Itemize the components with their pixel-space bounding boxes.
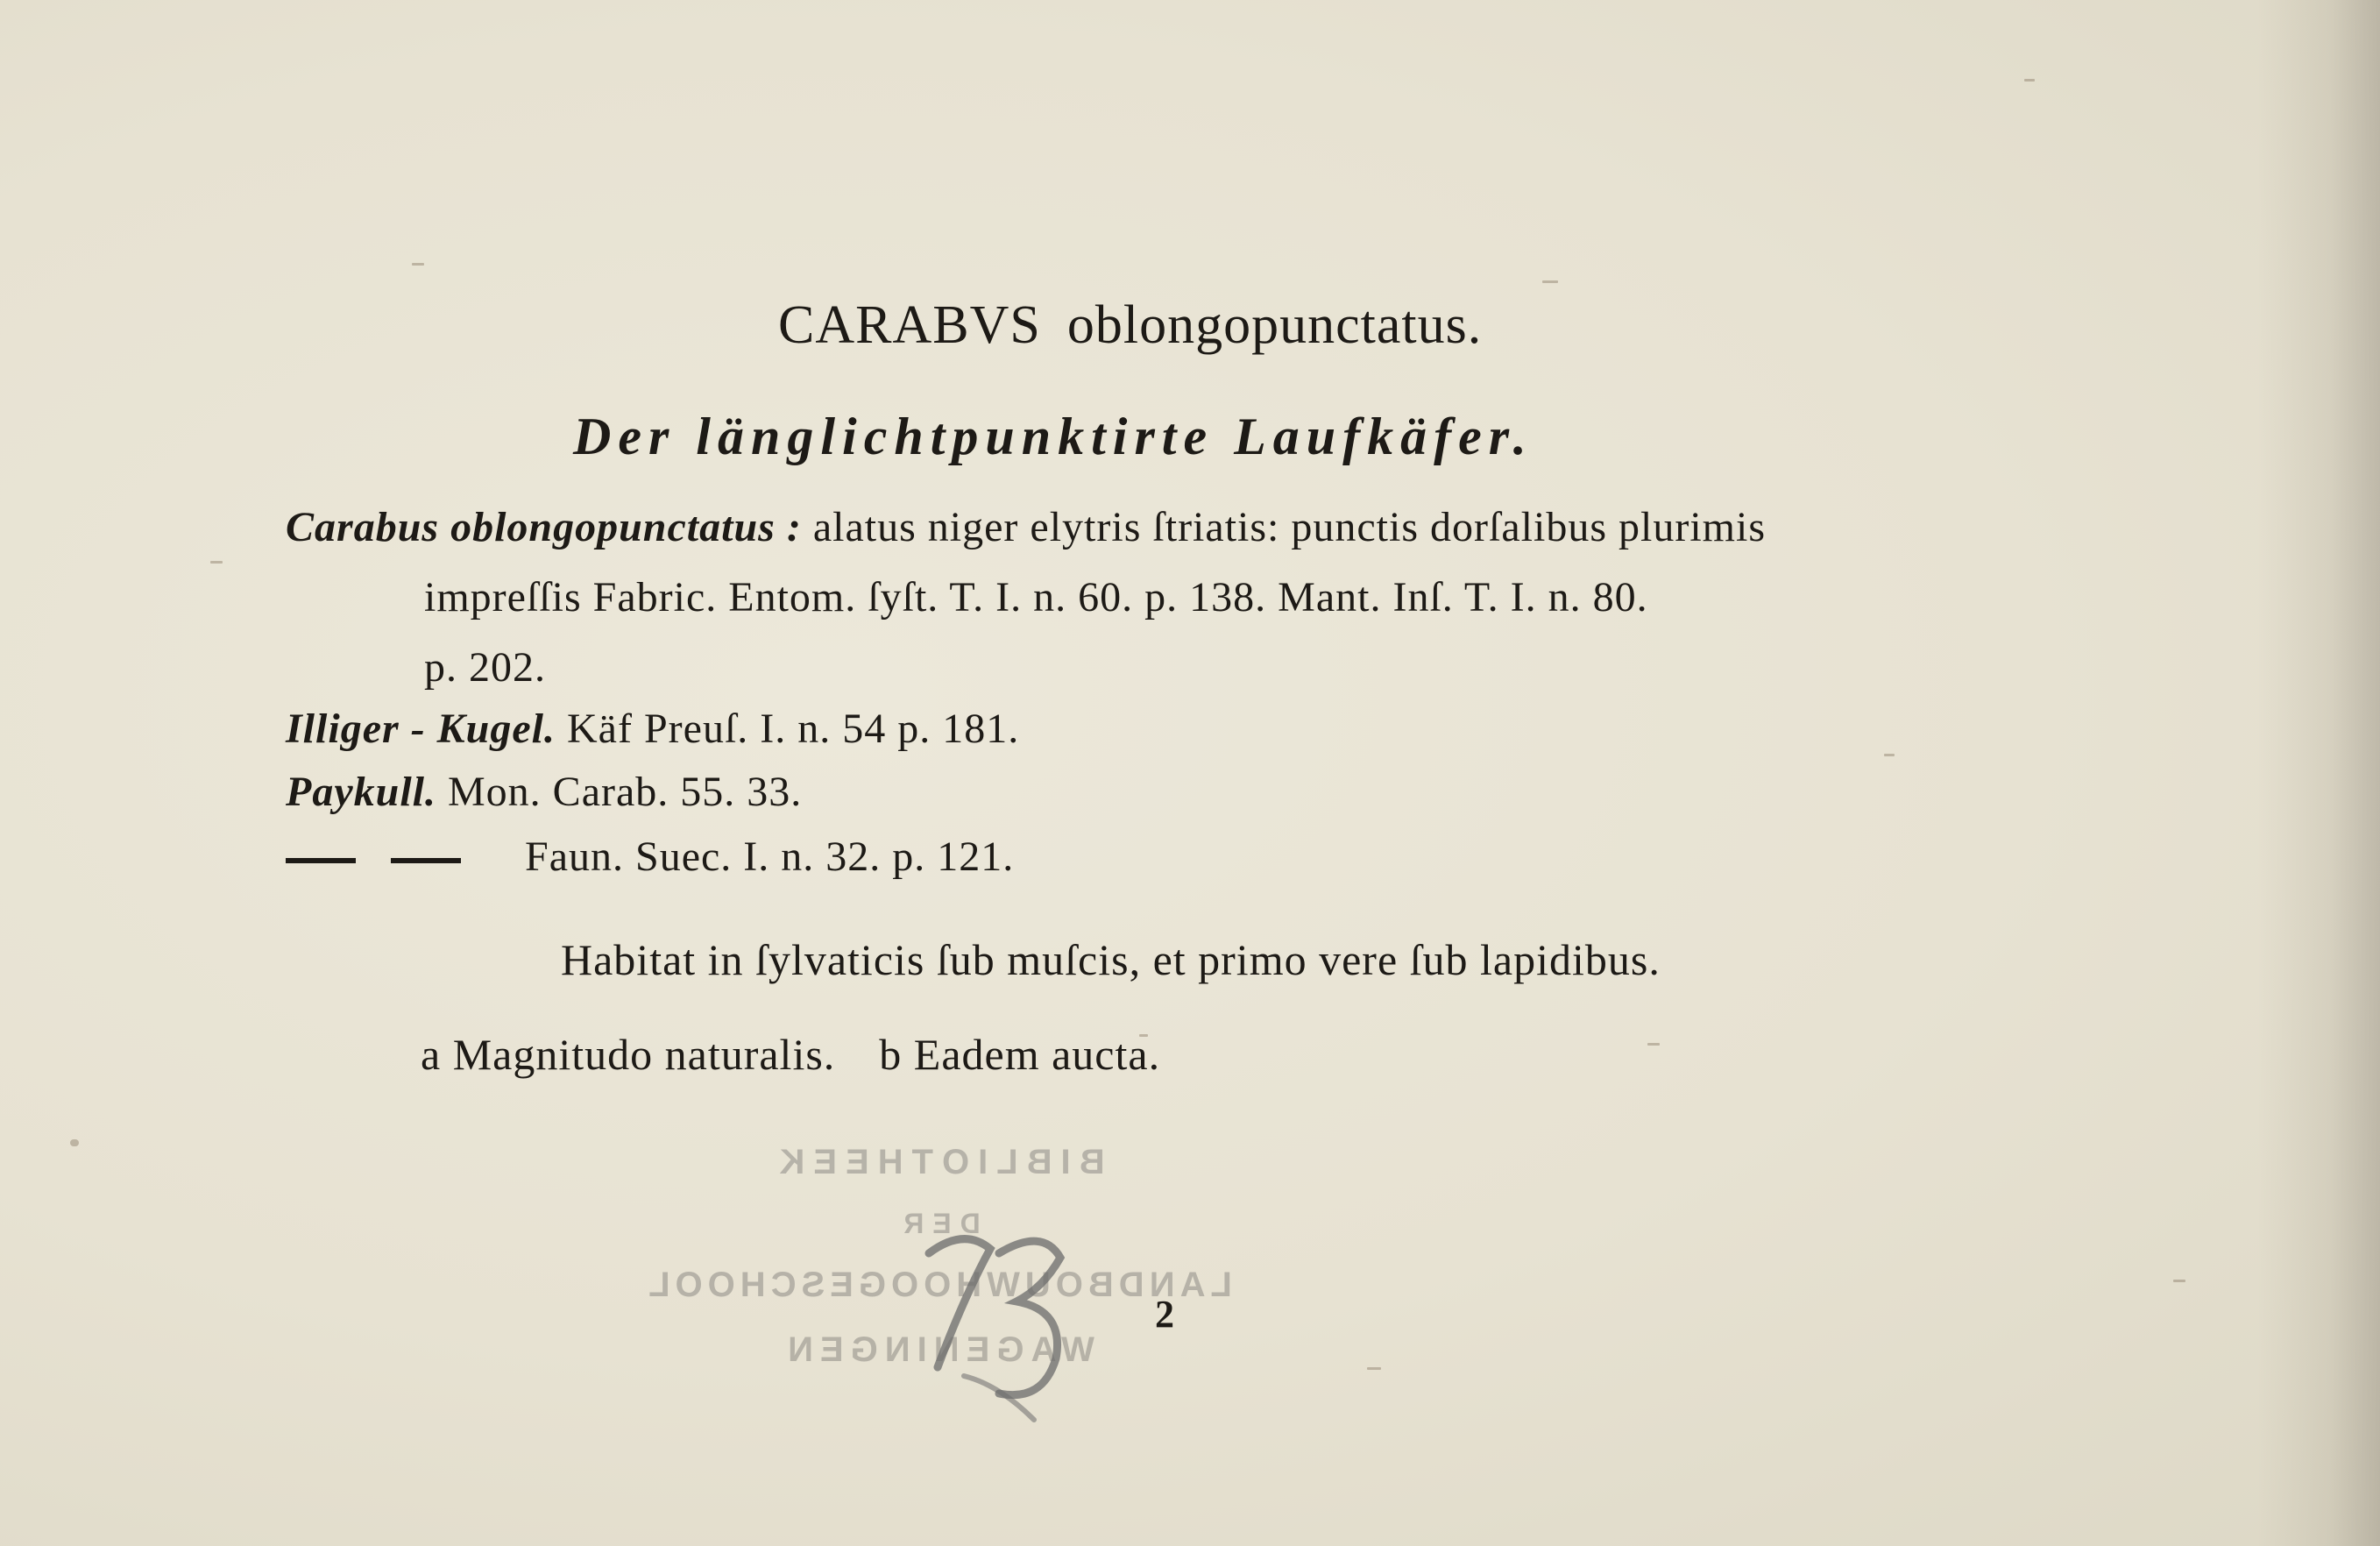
synonym-entry-paykull-mon xyxy=(286,771,802,813)
stamp-line: DER xyxy=(895,1208,981,1239)
paper-fleck xyxy=(70,1139,79,1146)
figure-captions xyxy=(421,1030,1161,1079)
paper-fleck xyxy=(412,263,424,266)
synonym-text: alatus niger elytris ſtriatis: punctis dorſalibus plurimis xyxy=(812,504,1767,550)
synonym-author: Carabus oblongopunctatus : xyxy=(286,504,802,550)
synonym-continuation: impreſſis Fabric. Entom. ſyſt. T. I. n. 60. p. 138. Mant. Inſ. T. I. n. 80. xyxy=(424,574,1648,621)
synonym-entry-paykull-faun xyxy=(286,833,1015,880)
paper-fleck xyxy=(1367,1367,1381,1370)
handwritten-number xyxy=(903,1218,1095,1429)
synonym-entry-fabricius xyxy=(286,504,1767,550)
paper-fleck xyxy=(210,561,223,564)
paper-fleck xyxy=(2024,79,2035,82)
figure-caption-b: b Eadem aucta. xyxy=(879,1030,1161,1079)
paper-fleck xyxy=(1542,280,1558,283)
synonym-author: Illiger - Kugel. xyxy=(286,706,556,752)
synonym-continuation: p. 202. xyxy=(424,644,546,691)
paper-fleck xyxy=(1884,754,1895,756)
page-number: 2 xyxy=(1155,1293,1174,1336)
stamp-line: LANDBOUWHOOGESCHOOL xyxy=(643,1266,1232,1304)
synonym-text: Käf Preuſ. I. n. 54 p. 181. xyxy=(567,706,1020,752)
synonym-entry-illiger xyxy=(286,708,1019,750)
figure-caption-a: a Magnitudo naturalis. xyxy=(421,1030,836,1079)
german-common-name: Der länglichtpunktirte Laufkäfer. xyxy=(573,408,1534,465)
ditto-dashes xyxy=(286,836,514,878)
genus-name: CARABVS xyxy=(778,295,1041,355)
synonym-text: Faun. Suec. I. n. 32. p. 121. xyxy=(525,833,1015,880)
paper-fleck xyxy=(2173,1280,2185,1282)
synonym-author: Paykull. xyxy=(286,769,436,815)
species-title xyxy=(778,295,1483,355)
ditto-dash xyxy=(391,858,461,863)
stamp-line: WAGENINGEN xyxy=(781,1330,1094,1369)
paper-fleck xyxy=(1647,1043,1660,1046)
synonym-text: Mon. Carab. 55. 33. xyxy=(448,769,803,815)
stamp-line: BIBLIOTHEEK xyxy=(770,1143,1105,1181)
species-name: oblongopunctatus. xyxy=(1066,295,1483,355)
page-edge-shadow xyxy=(2257,0,2380,1546)
ditto-dash xyxy=(286,858,356,863)
habitat-text: Habitat in ſylvaticis ſub muſcis, et primo vere ſub lapidibus. xyxy=(561,935,1661,984)
